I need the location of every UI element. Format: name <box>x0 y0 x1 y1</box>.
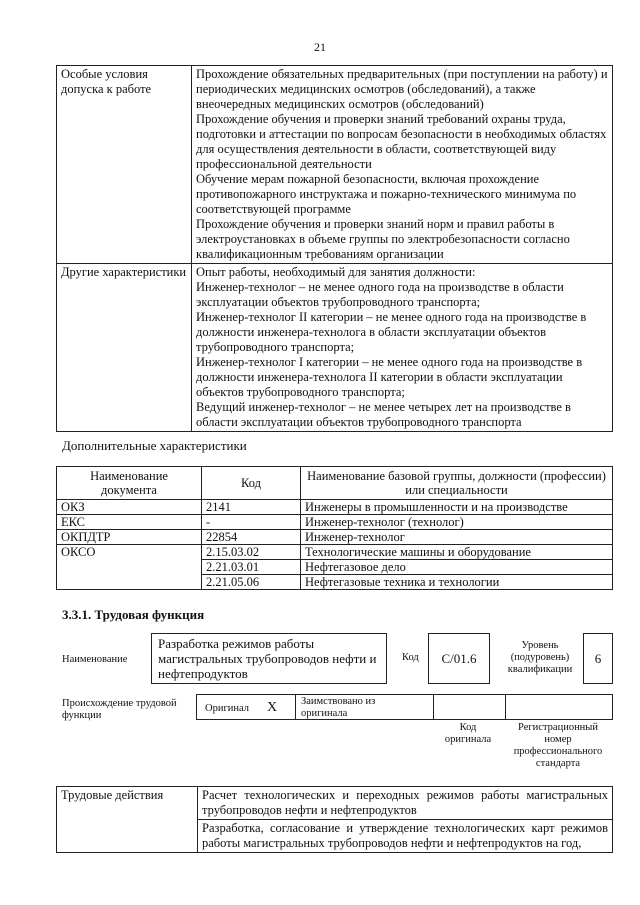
divider <box>505 695 506 719</box>
requirement-paragraph: Инженер-технолог I категории – не менее одного года на производстве в должности инженера-технолога II категории в области эксплуатации объектов трубопроводного транспорта; <box>196 355 583 399</box>
table-cell: Инженеры в промышленности и на производстве <box>301 500 613 515</box>
requirement-paragraph: Прохождение обучения и проверки знаний норм и правил работы в электроустановках в объеме группы по электробезопасности согласно квалификационным требованиям организации <box>196 217 570 261</box>
original-mark: X <box>267 700 278 715</box>
reg-number-label: Регистрационный номер профессионального стандарта <box>513 722 603 769</box>
table-cell: Инженер-технолог <box>301 530 613 545</box>
table-cell: Нефтегазовое дело <box>301 560 613 575</box>
divider <box>295 695 296 719</box>
function-code-value: C/01.6 <box>428 633 490 684</box>
table-row <box>57 545 613 560</box>
table-row <box>57 500 613 515</box>
action-item: Разработка, согласование и утверждение технологических карт режимов работы магистральных трубопроводов нефти и нефтепродуктов на год, <box>198 820 613 853</box>
additional-table <box>56 466 613 590</box>
table-cell: ОКЗ <box>57 500 202 515</box>
table-header-row <box>57 467 613 500</box>
action-item: Расчет технологических и переходных режимов работы магистральных трубопроводов нефти и нефтепродуктов <box>198 787 613 820</box>
requirement-paragraph: Инженер-технолог II категории – не менее одного года на производстве в должности инженера-технолога в области эксплуатации объектов трубопроводного транспорта; <box>196 310 587 354</box>
table-cell: Нефтегазовые техника и технологии <box>301 575 613 590</box>
table-row <box>57 66 613 264</box>
column-header: Наименование базовой группы, должности (профессии) или специальности <box>301 467 613 500</box>
table-cell: ОКСО <box>57 545 202 590</box>
requirements-table <box>56 65 613 432</box>
requirement-text <box>192 264 613 432</box>
requirement-paragraph: Прохождение обязательных предварительных (при поступлении на работу) и периодических медицинских осмотров (обследований), а также внеочередных медицинских осмотров (обследований) <box>196 67 608 111</box>
code-label: Код <box>402 652 419 663</box>
function-name-value: Разработка режимов работы магистральных трубопроводов нефти и нефтепродуктов <box>151 633 387 684</box>
table-row <box>57 530 613 545</box>
origin-label: Происхождение трудовой функции <box>62 698 177 721</box>
table-row <box>57 515 613 530</box>
requirement-paragraph: Ведущий инженер-технолог – не менее четырех лет на производстве в области эксплуатации объектов трубопроводного транспорта <box>196 400 571 429</box>
table-row <box>57 264 613 432</box>
divider <box>433 695 434 719</box>
requirement-paragraph: Опыт работы, необходимый для занятия должности: <box>196 265 476 279</box>
table-cell: 2.21.05.06 <box>202 575 301 590</box>
requirement-paragraph: Инженер-технолог – не менее одного года на производстве в области эксплуатации объектов трубопроводного транспорта; <box>196 280 564 309</box>
table-cell: 2.21.03.01 <box>202 560 301 575</box>
table-cell: ОКПДТР <box>57 530 202 545</box>
column-header: Наименование документа <box>57 467 202 500</box>
requirement-paragraph: Прохождение обучения и проверки знаний требований охраны труда, подготовки и аттестации по вопросам безопасности в необходимых областях для осуществления деятельности в области, соответствующей виду профессиональной деятельности <box>196 112 607 171</box>
additional-heading: Дополнительные характеристики <box>62 438 247 453</box>
requirement-text <box>192 66 613 264</box>
actions-table <box>56 786 613 853</box>
table-cell: Инженер-технолог (технолог) <box>301 515 613 530</box>
borrowed-label: Заимствовано из оригинала <box>301 696 376 719</box>
table-cell: - <box>202 515 301 530</box>
actions-label: Трудовые действия <box>57 787 198 853</box>
requirement-label: Особые условия допуска к работе <box>57 66 192 264</box>
requirement-label: Другие характеристики <box>57 264 192 432</box>
name-label: Наименование <box>62 654 128 665</box>
table-cell: ЕКС <box>57 515 202 530</box>
level-label: Уровень (подуровень) квалификации <box>507 640 573 675</box>
column-header: Код <box>202 467 301 500</box>
original-label: Оригинал <box>205 703 249 714</box>
table-cell: Технологические машины и оборудование <box>301 545 613 560</box>
table-row <box>57 787 613 820</box>
table-cell: 22854 <box>202 530 301 545</box>
table-cell: 2.15.03.02 <box>202 545 301 560</box>
origin-code-label: Код оригинала <box>444 722 492 745</box>
table-cell: 2141 <box>202 500 301 515</box>
requirement-paragraph: Обучение мерам пожарной безопасности, включая прохождение противопожарного инструктажа и пожарно-технического минимума по соответствующей программе <box>196 172 577 216</box>
section-title: 3.3.1. Трудовая функция <box>62 607 205 622</box>
level-value: 6 <box>583 633 613 684</box>
origin-row <box>196 694 613 720</box>
page-number: 21 <box>314 40 326 54</box>
